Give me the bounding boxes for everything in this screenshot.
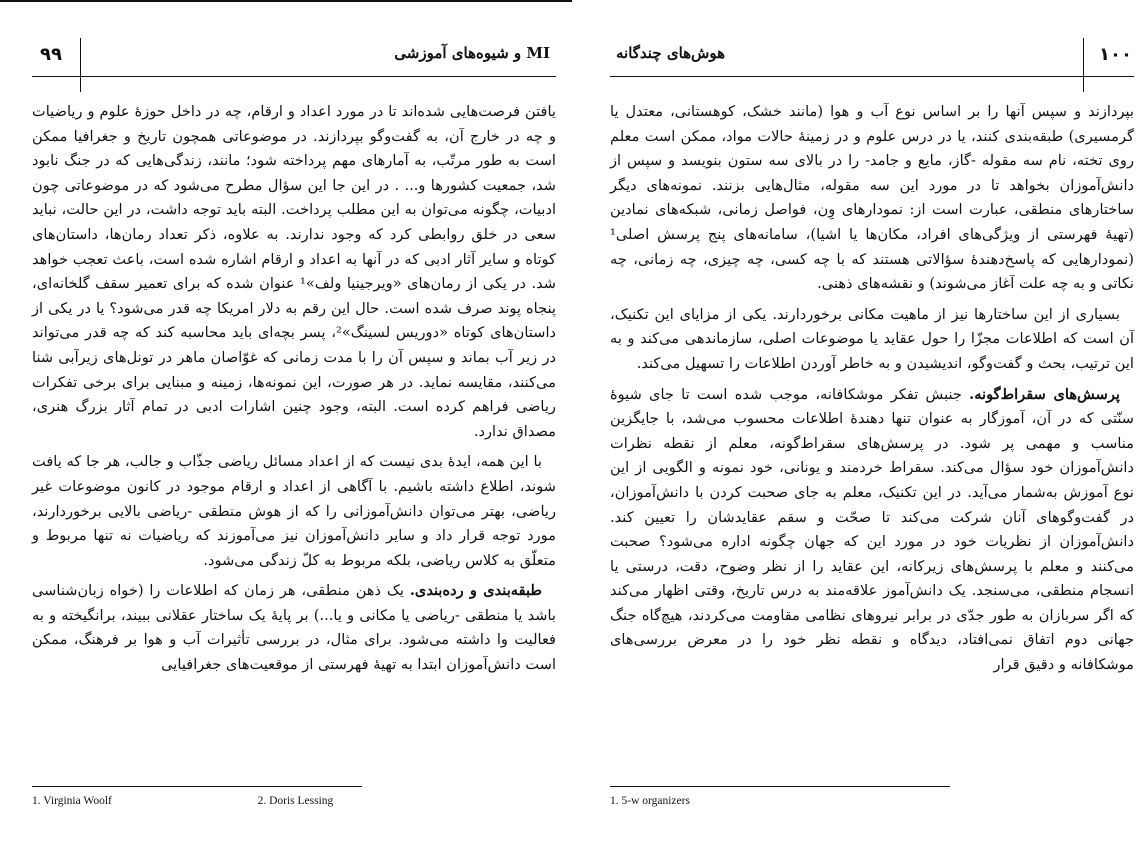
left-page-header: [10, 34, 570, 84]
section-heading: پرسش‌های سقراط‌گونه.: [969, 385, 1120, 403]
footnote-2: 2. Doris Lessing: [257, 795, 334, 807]
header-rule: [32, 76, 556, 77]
paragraph: [32, 579, 556, 677]
right-running-head: هوش‌های چندگانه: [616, 44, 726, 62]
left-page-number: ۹۹: [40, 44, 62, 65]
footnote-rule: [610, 786, 950, 787]
paragraph: بسیاری از این ساختارها نیز از ماهیت مکانی برخوردارند. یکی از مزایای این تکنیک، آن است که اطلاعات مجزّا را حول عقاید یا موضوعات اصلی، سازماندهی می‌کند و به این ترتیب، بحث و گفت‌وگو، اندیشیدن و به خاطر آوردن اطلاعات را تسهیل می‌کند.: [610, 305, 1134, 372]
paragraph: با این همه، ایدهٔ بدی نیست که از اعداد مسائل ریاضی جذّاب و جالب، هر جا که یافت شوند، اطلاع داشته باشیم. با آگاهی از اعداد و ارقام موجود در کانون موضوعات غیر ریاضی، بهتر می‌توان دانش‌آموزانی را که از هوش منطقی -ریاضی بالایی برخوردارند، مورد توجه قرار داد و سایر دانش‌آموزان نیز می‌آموزند که ریاضیات نه تنها مربوط و متعلّق به کلاس ریاضی، بلکه مربوط به کلّ زندگی می‌شود.: [32, 453, 556, 569]
paragraph-text: یک ذهن منطقی، هر زمان که اطلاعات را (خواه زبان‌شناسی باشد یا منطقی -ریاضی یا مکانی و یا...) بر پایهٔ یک ساختار عقلانی ببیند، برانگیخته و به فعالیت وا داشته می‌شود. برای مثال، در بررسی تأثیرات آب و هوا بر فرهنگ، ممکن است دانش‌آموزان ابتدا به تهیهٔ فهرستی از موقعیت‌های جغرافیایی: [32, 582, 556, 674]
left-page-body: [32, 100, 556, 684]
header-vertical-rule: [80, 38, 81, 92]
right-page-body: [610, 100, 1134, 684]
footnote-rule: [32, 786, 362, 787]
right-page-header: [588, 34, 1147, 84]
left-running-head: MI و شیوه‌های آموزشی: [394, 44, 550, 62]
right-footnotes: [610, 795, 690, 807]
left-page: [10, 0, 570, 844]
paragraph: [610, 383, 1134, 678]
footnote-1: 1. 5-w organizers: [610, 795, 690, 807]
header-vertical-rule: [1083, 38, 1084, 92]
left-footnotes: [32, 795, 333, 807]
header-rule: [610, 76, 1134, 77]
paragraph: یافتن فرصت‌هایی شده‌اند تا در مورد اعداد و ارقام، چه در داخل حوزهٔ علوم و ریاضیات و چه در خارج آن، به گفت‌وگو بپردازند. در موضوعاتی همچون تاریخ و جغرافیا ممکن است به طور مرتّب، به آمارهای مهم پرداخته شود؛ مانند، زندگی‌هایی که در جنگ نابود شد، جمعیت کشورها و... . در این جا این سؤال مطرح می‌شود که در موضوعاتی چون ادبیات، چگونه می‌توان به این مطلب پرداخت. البته باید توجه داشت، در این حالت، نباید سعی در خلق روابطی کرد که وجود ندارند. به علاوه، ذکر تعداد رمان‌ها، داستان‌های کوتاه و سایر آثار ادبی که در آنها به اعداد و ارقام اشاره شده است، باعث تعجب خواهد شد. در یکی از رمان‌های «ویرجینیا ولف»¹ عنوان شده که برای تعمیر سقف گلخانه‌ای، پنجاه پوند صرف شده است. حال این رقم به دلار امریکا چه قدر می‌شود؟ یا در یکی از داستان‌های کوتاه «دوریس لسینگ»²، پسر بچه‌ای باید محاسبه کند که چه قدر می‌تواند در زیر آب بماند و سپس آن را با مدت زمانی که غوّاصان ماهر در تونل‌های زیرآبی شنا می‌کنند، مقایسه نماید. در هر صورت، این نمونه‌ها، زمینه و مبنایی برای برخی تفکرات ریاضی فراهم کرده است. البته، وجود چنین اشارات ادبی در تمام آثار بزرگ هنری، مصداق ندارد.: [32, 103, 556, 440]
paragraph-text: جنبش تفکر موشکافانه، موجب شده است تا جای شیوهٔ سنّتی که در آن، آموزگار به عنوان تنها دهندهٔ اطلاعات محسوب می‌شد، با جایگزین مناسب و مهمی پر شود. در پرسش‌های سقراط‌گونه، معلم از نقطه نظرات دانش‌آموزان خود سؤال می‌کند. سقراط خردمند و یونانی، خود نمونه و الگویی از این نوع آموزش به‌شمار می‌آید. در این تکنیک، معلم به جای صحبت کردن با دانش‌آموزان، در گفت‌وگوهای آنان شرکت می‌کند تا صحّت و سقم عقایدشان را تعیین کند. دانش‌آموزان از نظریات خود در مورد این که جهان چگونه اداره می‌شود؟ صحبت می‌کنند و معلم با پرسش‌های زیرکانه، این عقاید را از نظر وضوح، دقت، درستی یا انسجام منطقی، می‌سنجد. یک دانش‌آموز علاقه‌مند به درس تاریخ، وقتی اظهار می‌کند که اگر سربازان به طور جدّی در برابر نیروهای نظامی مقاومت می‌کردند، هیچ‌گاه جنگ جهانی دوم اتفاق نمی‌افتاد، دیدگاه و نقطه نظر خود را در معرض بررسی‌های موشکافانه و دقیق قرار: [610, 385, 1135, 674]
footnote-1: 1. Virginia Woolf: [32, 795, 112, 807]
right-page: [588, 0, 1147, 844]
paragraph: بپردازند و سپس آنها را بر اساس نوع آب و هوا (مانند خشک، کوهستانی، معتدل یا گرمسیری) طبقه‌بندی کنند، یا در درس علوم و در زمینهٔ حالات مواد، ممکن است معلم روی تخته، نام سه مقوله -گاز، مایع و جامد- را در بالای سه ستون بنویسد و سپس از دانش‌آموزان بخواهد تا در مورد این سه مقوله، مثال‌هایی بزنند. نمونه‌های دیگر ساختارهای منطقی، عبارت است از: نمودارهای وِن، فواصل زمانی، شبکه‌های نمادین (تهیهٔ فهرستی از ویژگی‌های افراد، مکان‌ها یا اشیا)، سامانه‌های پنج پرسش اصلی¹ (نمودارهایی که پاسخ‌دهندهٔ سؤالاتی هستند که با چه کسی، چه چیزی، چه زمانی، چه نکاتی و به چه علت آغاز می‌شوند) و نقشه‌های ذهنی.: [610, 103, 1134, 293]
section-heading: طبقه‌بندی و رده‌بندی.: [409, 582, 542, 600]
right-page-number: ۱۰۰: [1099, 44, 1132, 65]
